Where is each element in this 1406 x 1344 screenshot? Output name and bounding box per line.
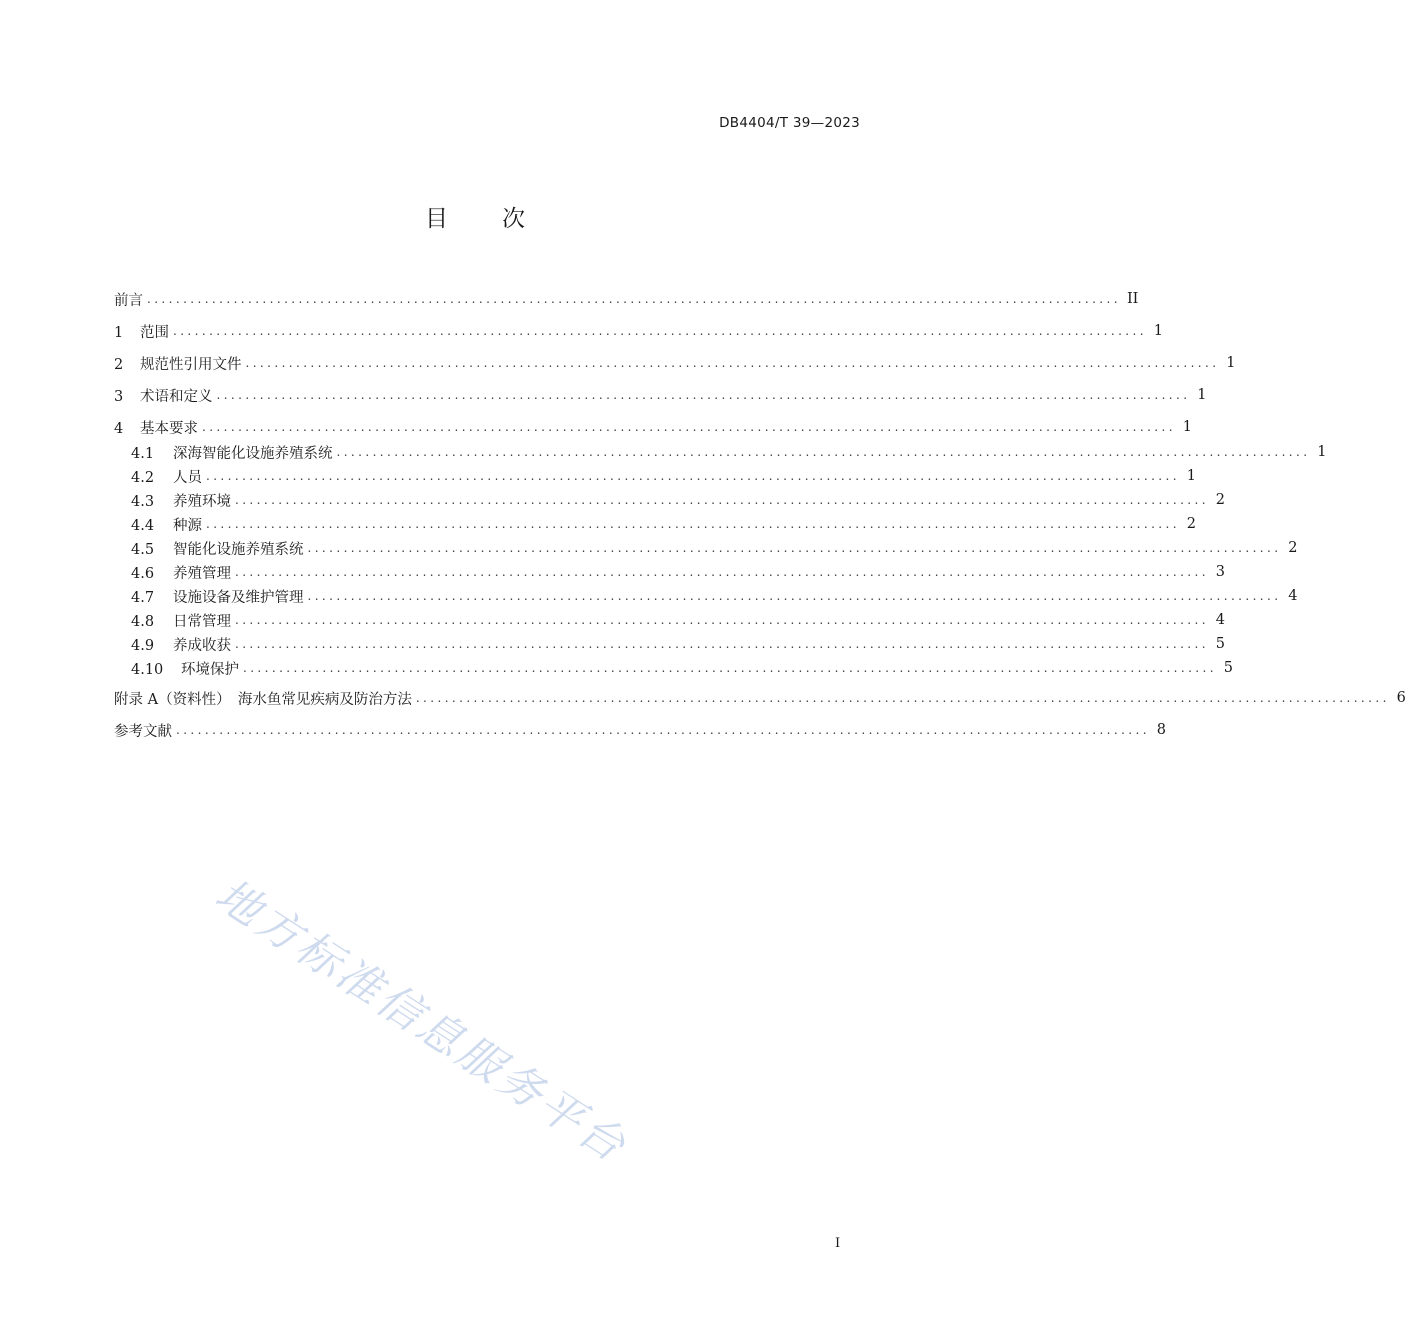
toc-entry-4-1[interactable] [131,442,1327,462]
toc-entry-basic-requirements[interactable] [114,417,1192,437]
toc-entry-4-8[interactable] [131,610,1225,630]
toc-entry-page: 1 [1182,419,1192,435]
toc-entry-number: 4.6 [131,565,155,582]
toc-entry-number: 4.4 [131,517,155,534]
toc-entry-4-2[interactable] [131,466,1196,486]
title-char-1: 目 [425,206,448,232]
toc-entry-preface[interactable] [114,289,1139,309]
toc-entry-page: 4 [1288,588,1298,604]
toc-entry-number: 4.1 [131,445,155,462]
toc-entry-label: 前言 [114,292,143,309]
toc-entry-label: 智能化设施养殖系统 [173,541,304,558]
toc-entry-number: 4.9 [131,637,155,654]
toc-entry-label: 养殖环境 [173,493,231,510]
toc-entry-page: 2 [1215,492,1225,508]
watermark: 地方标准信息服务平台 [206,869,637,1174]
toc-entry-4-7[interactable] [131,586,1298,606]
toc-entry-number: 1 [114,324,124,341]
leader-dots: ....................................................................................................................................... [206,469,1180,483]
toc-entry-label: 术语和定义 [140,388,213,405]
toc-entry-page: 2 [1186,516,1196,532]
toc-entry-page: 1 [1153,323,1163,339]
toc-entry-number: 4.3 [131,493,155,510]
toc-entry-terms[interactable] [114,385,1207,405]
toc-entry-number: 4 [114,420,124,437]
toc-entry-label: 设施设备及维护管理 [173,589,304,606]
toc-entry-number: 4.5 [131,541,155,558]
leader-dots: ....................................................................................................................................... [336,445,1311,459]
leader-dots: ....................................................................................................................................... [147,292,1121,306]
leader-dots: ....................................................................................................................................... [415,691,1390,705]
toc-entry-page: 2 [1288,540,1298,556]
toc-entry-page: 8 [1156,722,1166,738]
leader-dots: ....................................................................................................................................... [176,723,1150,737]
toc-entry-page: 1 [1317,444,1327,460]
toc-entry-label: 种源 [173,517,202,534]
toc-entry-page: 6 [1396,690,1406,706]
leader-dots: ....................................................................................................................................... [202,420,1176,434]
page-title [0,200,950,233]
leader-dots: ....................................................................................................................................... [243,661,1217,675]
toc-entry-label: 养成收获 [173,637,231,654]
leader-dots: ....................................................................................................................................... [235,637,1209,651]
toc-entry-label: 日常管理 [173,613,231,630]
toc-entry-number: 4.10 [131,661,164,678]
toc-entry-page: 4 [1215,612,1225,628]
leader-dots: ....................................................................................................................................... [206,517,1180,531]
toc-entry-4-10[interactable] [131,658,1233,678]
toc-entry-4-9[interactable] [131,634,1225,654]
toc-entry-page: 1 [1197,387,1207,403]
toc-entry-4-5[interactable] [131,538,1298,558]
toc-entry-label: 环境保护 [181,661,239,678]
toc-entry-4-6[interactable] [131,562,1225,582]
toc-entry-label: 规范性引用文件 [140,356,242,373]
toc-entry-label: 附录 A（资料性） 海水鱼常见疾病及防治方法 [114,691,412,708]
toc-entry-page: 3 [1215,564,1225,580]
toc-entry-page: 1 [1226,355,1236,371]
leader-dots: ....................................................................................................................................... [216,388,1191,402]
toc-entry-label: 深海智能化设施养殖系统 [173,445,333,462]
leader-dots: ....................................................................................................................................... [173,324,1147,338]
toc-entry-4-4[interactable] [131,514,1196,534]
toc-entry-label: 养殖管理 [173,565,231,582]
toc-entry-page: 1 [1186,468,1196,484]
toc-entry-label: 范围 [140,324,169,341]
toc-entry-appendix-a[interactable] [114,688,1406,708]
toc-entry-label: 人员 [173,469,202,486]
toc-entry-page: 5 [1215,636,1225,652]
toc-entry-number: 4.2 [131,469,155,486]
toc-entry-number: 4.7 [131,589,155,606]
title-char-2: 次 [502,206,525,232]
leader-dots: ....................................................................................................................................... [235,613,1209,627]
leader-dots: ....................................................................................................................................... [307,541,1282,555]
leader-dots: ....................................................................................................................................... [245,356,1220,370]
toc-entry-page: 5 [1223,660,1233,676]
page-number: I [835,1236,841,1251]
toc-entry-bibliography[interactable] [114,720,1166,740]
toc-entry-number: 3 [114,388,124,405]
toc-entry-normative-references[interactable] [114,353,1236,373]
leader-dots: ....................................................................................................................................... [307,589,1282,603]
toc-entry-label: 基本要求 [140,420,198,437]
toc-entry-4-3[interactable] [131,490,1225,510]
document-code: DB4404/T 39—2023 [719,115,860,131]
toc-entry-number: 4.8 [131,613,155,630]
toc-entry-number: 2 [114,356,124,373]
toc-entry-scope[interactable] [114,321,1163,341]
toc-entry-page: II [1126,291,1139,307]
toc-entry-label: 参考文献 [114,723,172,740]
leader-dots: ....................................................................................................................................... [235,493,1209,507]
leader-dots: ....................................................................................................................................... [235,565,1209,579]
